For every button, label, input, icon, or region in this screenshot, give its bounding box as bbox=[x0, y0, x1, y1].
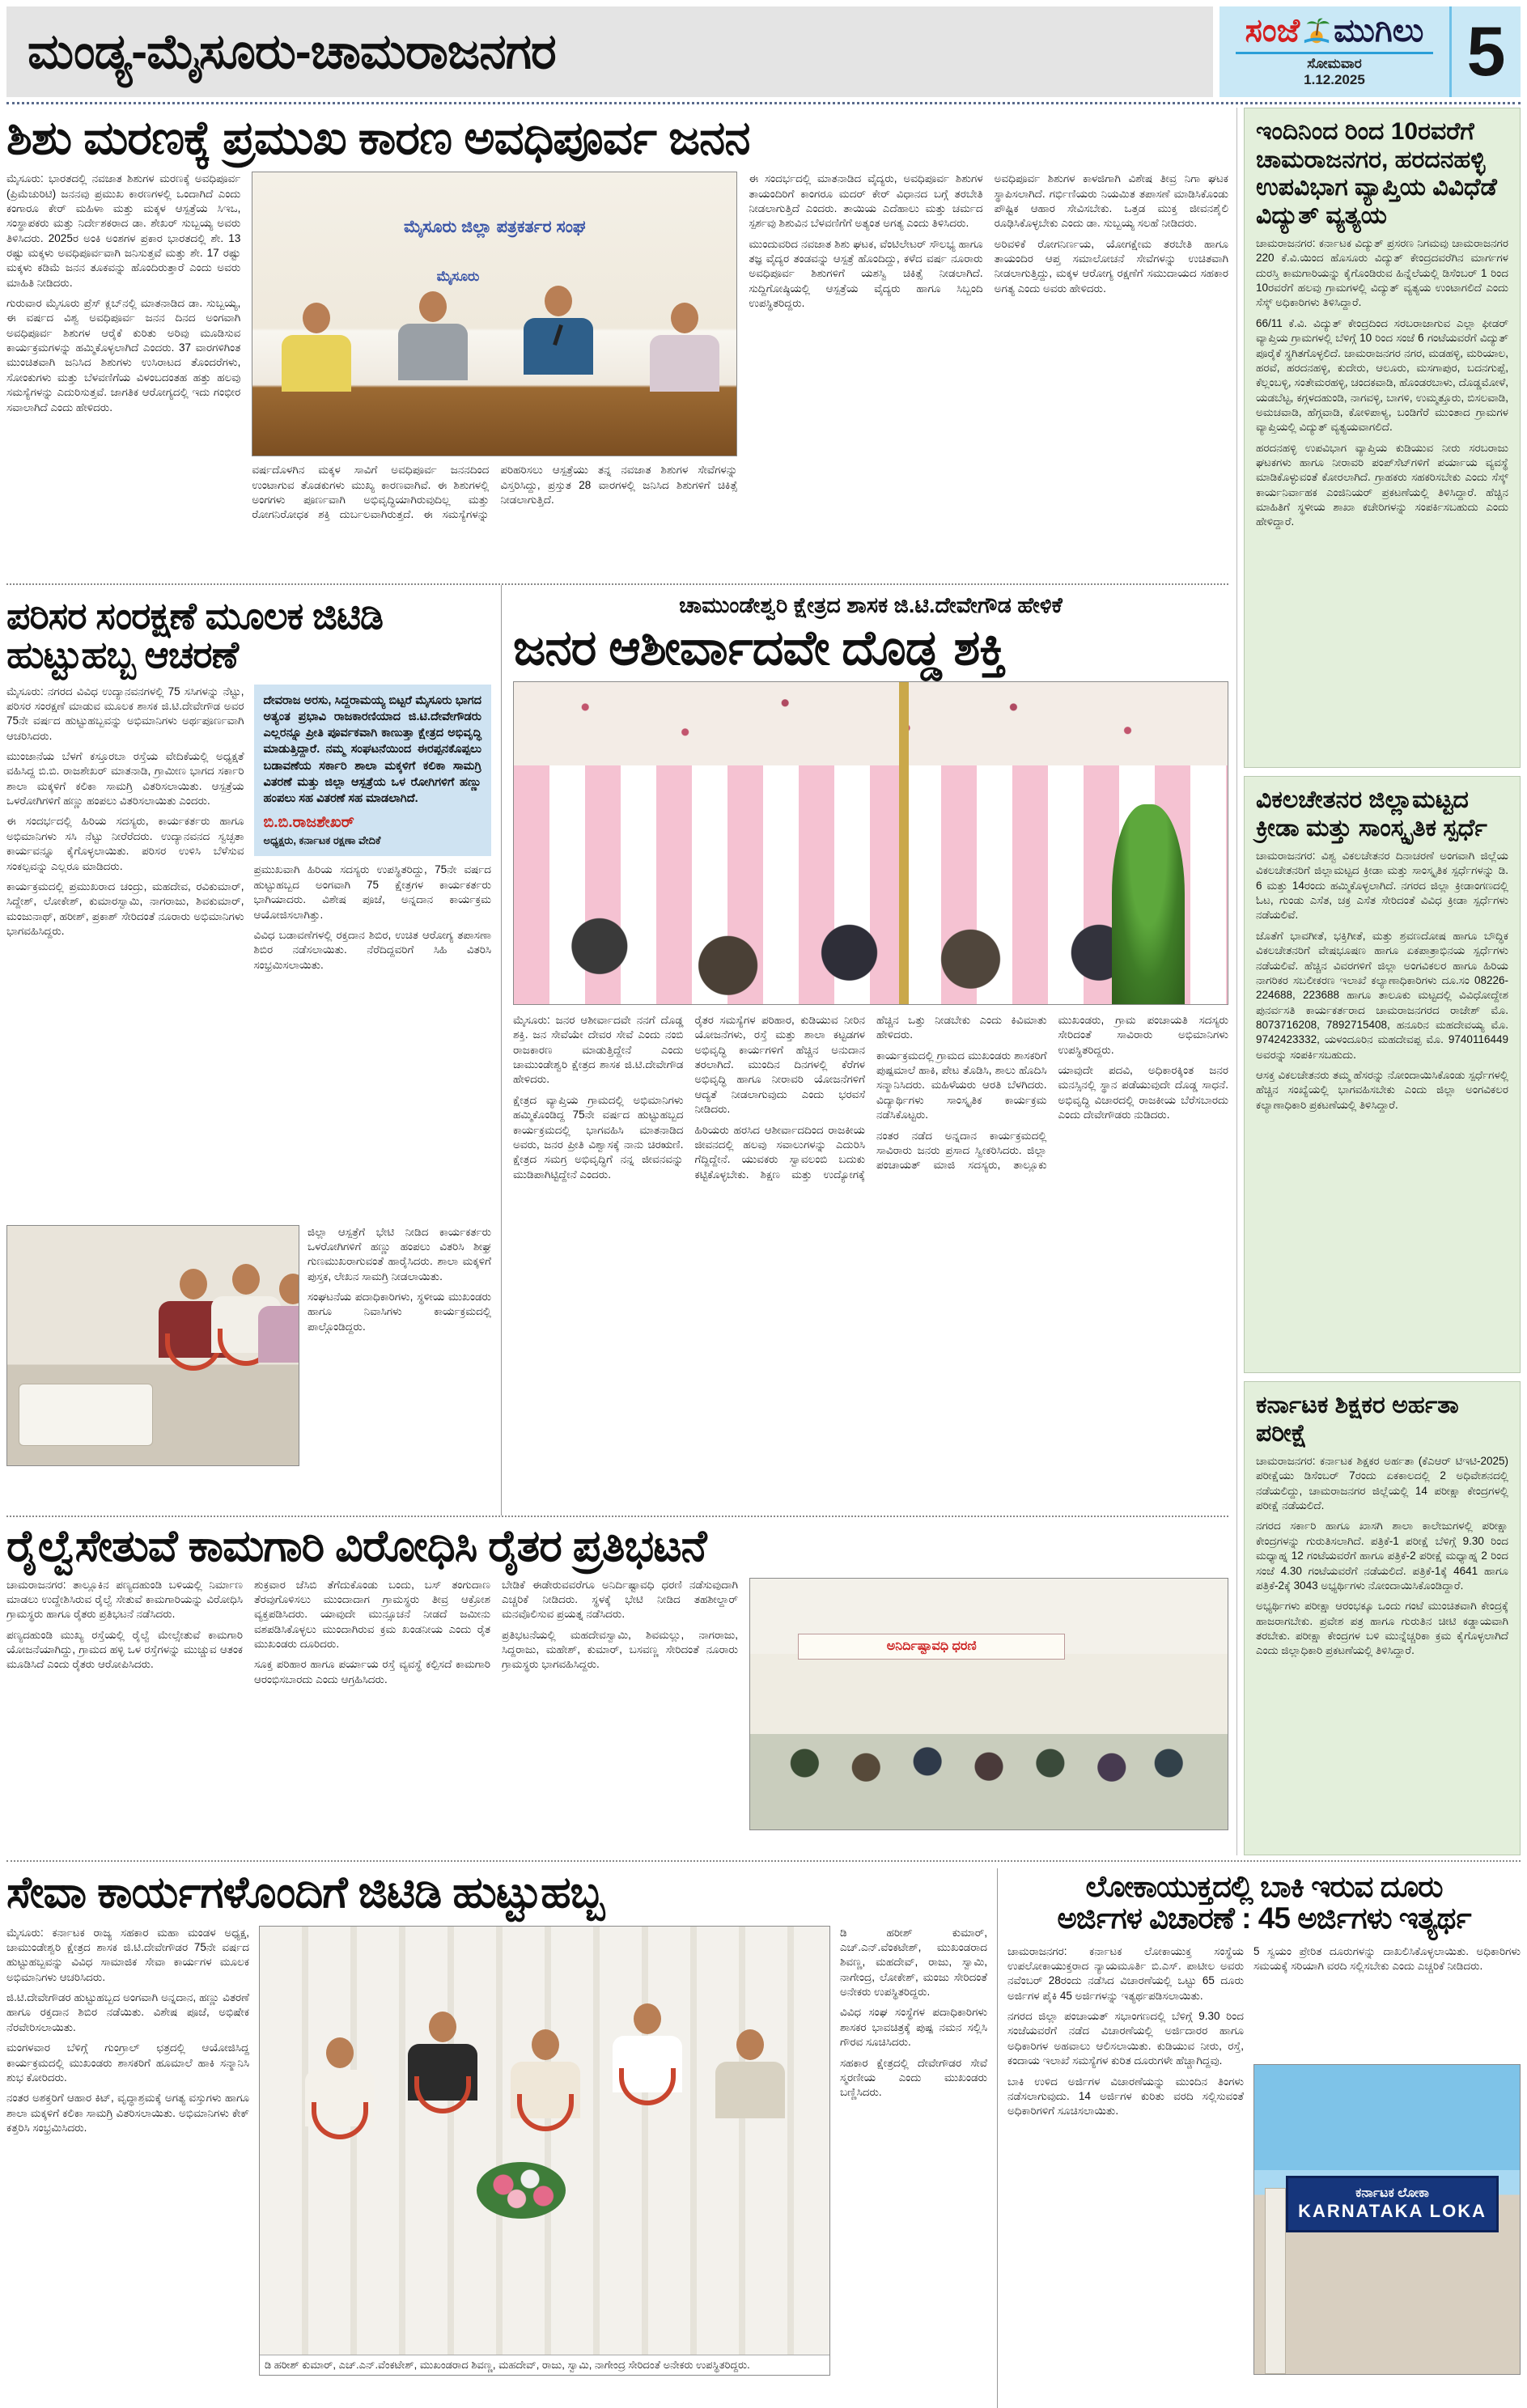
quote-author-role: ಅಧ್ಯಕ್ಷರು, ಕರ್ನಾಟಕ ರಕ್ಷಣಾ ವೇದಿಕೆ bbox=[263, 834, 381, 847]
flower-bouquet bbox=[477, 2162, 566, 2219]
honoree bbox=[511, 2029, 580, 2131]
protest-photo bbox=[749, 1578, 1228, 1830]
quote-text: ದೇವರಾಜ ಅರಸು, ಸಿದ್ದರಾಮಯ್ಯ ಬಿಟ್ಟರೆ ಮೈಸೂರು ಭಾಗದ ಅತ್ಯಂತ ಪ್ರಭಾವಿ ರಾಜಕಾರಣಿಯಾದ ಜಿ.ಟಿ.ದೇವೇಗೌಡರು ಎಲ್ಲರನ್ನೂ ಪ್ರೀತಿ ಪೂರ್ವಕವಾಗಿ ಕಾಣುತ್ತಾ ಕ್ಷೇತ್ರದ ಅಭಿವೃದ್ಧಿ ಮಾಡುತ್ತಿದ್ದಾರೆ. ನಮ್ಮ ಸಂಘಟನೆಯಿಂದ ಈರಪ್ಪನಕೊಪ್ಪಲು ಬಡಾವಣೆಯ ಸರ್ಕಾರಿ ಶಾಲಾ ಮಕ್ಕಳಿಗೆ ಕಲಿಕಾ ಸಾಮಗ್ರಿ ವಿತರಣೆ ಮತ್ತು ಜಿಲ್ಲಾ ಆಸ್ಪತ್ರೆಯ ಒಳ ರೋಗಿಗಳಿಗೆ ಹಣ್ಣು ಹಂಪಲು ಸಹ ವಿತರಣೆ ಸಹ ಮಾಡಲಾಗಿದೆ. bbox=[263, 693, 481, 806]
railway-col3: ಬೇಡಿಕೆ ಈಡೇರುವವರೆಗೂ ಅನಿರ್ದಿಷ್ಟಾವಧಿ ಧರಣಿ ನಡೆಸುವುದಾಗಿ ಎಚ್ಚರಿಕೆ ನೀಡಿದರು. ಸ್ಥಳಕ್ಕೆ ಭೇಟಿ ನೀಡಿದ ತಹಶೀಲ್ದಾರ್ ಮನವೊಲಿಸುವ ಪ್ರಯತ್ನ ನಡೆಸಿದರು. ಪ್ರತಿಭಟನೆಯಲ್ಲಿ ಮಹದೇವಸ್ವಾಮಿ, ಶಿವಮಲ್ಲು, ನಾಗರಾಜು, ಸಿದ್ದರಾಜು, ಮಹೇಶ್, ಕುಮಾರ್, ಬಸವಣ್ಣ ಸೇರಿದಂತೆ ನೂರಾರು ಗ್ರಾಮಸ್ಥರು ಭಾಗವಹಿಸಿದ್ದರು. bbox=[502, 1578, 738, 1671]
hospital-bed bbox=[19, 1384, 153, 1446]
brand-rule bbox=[1236, 52, 1433, 54]
seva-headline: ಸೇವಾ ಕಾರ್ಯಗಳೊಂದಿಗೆ ಜಿಟಿಡಿ ಹುಟ್ಟುಹಬ್ಬ bbox=[6, 1868, 604, 1917]
masthead-date: 1.12.2025 bbox=[1304, 72, 1365, 87]
article-infant-mortality bbox=[6, 108, 1228, 585]
sports-body: ಚಾಮರಾಜನಗರ: ವಿಶ್ವ ವಿಕಲಚೇತನರ ದಿನಾಚರಣೆ ಅಂಗವಾಗಿ ಜಿಲ್ಲೆಯ ವಿಕಲಚೇತನರಿಗೆ ಜಿಲ್ಲಾಮಟ್ಟದ ಕ್ರೀಡಾ ಮತ್ತು ಸಾಂಸ್ಕೃತಿಕ ಸ್ಪರ್ಧೆಗಳನ್ನು ಡಿ. 6 ಮತ್ತು 14ರಂದು ಹಮ್ಮಿಕೊಳ್ಳಲಾಗಿದೆ. ನಗರದ ಜಿಲ್ಲಾ ಕ್ರೀಡಾಂಗಣದಲ್ಲಿ ಓಟ, ಗುಂಡು ಎಸೆತ, ಚಕ್ರ ಎಸೆತ ಸೇರಿದಂತೆ ವಿವಿಧ ಕ್ರೀಡಾ ಸ್ಪರ್ಧೆಗಳು ನಡೆಯಲಿವೆ. ಜೊತೆಗೆ ಭಾವಗೀತೆ, ಭಕ್ತಿಗೀತೆ, ಮತ್ತು ಶ್ರವಣದೋಷ ಹಾಗೂ ಬೌದ್ಧಿಕ ವಿಕಲಚೇತನರಿಗೆ ವೇಷಭೂಷಣ ಹಾಗೂ ಏಕಪಾತ್ರಾಭಿನಯ ಸ್ಪರ್ಧೆಗಳು ನಡೆಯಲಿವೆ. ಹೆಚ್ಚಿನ ವಿವರಗಳಿಗೆ ಜಿಲ್ಲಾ ಅಂಗವಿಕಲರ ಹಾಗೂ ಹಿರಿಯ ನಾಗರಿಕರ ಸಬಲೀಕರಣ ಇಲಾಖೆ ಕಲ್ಯಾಣಾಧಿಕಾರಿಗಳು ದೂ.ಸಂ 08226-224688, 223688 ಹಾಗೂ ತಾಲೂಕು ಮಟ್ಟದಲ್ಲಿ ವಿವಿಧೋದ್ದೇಶ ಪುನರ್ವಸತಿ ಕಾರ್ಯಕರ್ತರಾದ ಚಾಮರಾಜನಗರದ ರಾಜೇಶ್ ಮೊ. 8073716208, 7892715408, ಹನೂರಿನ ಮಹದೇವಯ್ಯ ಮೊ. 9742423332, ಯಳಂದೂರಿನ ಮಹದೇವಪ್ಪ ಮೊ. 9740116449 ಅವರನ್ನು ಸಂಪರ್ಕಿಸಬಹುದು. ಆಸಕ್ತ ವಿಕಲಚೇತನರು ತಮ್ಮ ಹೆಸರನ್ನು ನೋಂದಾಯಿಸಿಕೊಂಡು ಸ್ಪರ್ಧೆಗಳಲ್ಲಿ ಹೆಚ್ಚಿನ ಸಂಖ್ಯೆಯಲ್ಲಿ ಭಾಗವಹಿಸಬೇಕು ಎಂದು ಜಿಲ್ಲಾ ಅಂಗವಿಕಲರ ಕಲ್ಯಾಣಾಧಿಕಾರಿ ಪ್ರಕಟಣೆಯಲ್ಲಿ ತಿಳಿಸಿದ್ದಾರೆ. bbox=[1256, 850, 1508, 1111]
lokayukta-col-right-text: 5 ಸ್ವಯಂ ಪ್ರೇರಿತ ದೂರುಗಳನ್ನು ದಾಖಲಿಸಿಕೊಳ್ಳಲಾಯಿತು. ಅಧಿಕಾರಿಗಳು ಸಮಯಕ್ಕೆ ಸರಿಯಾಗಿ ವರದಿ ಸಲ್ಲಿಸಬೇಕು ಎಂದು ಎಚ್ಚರಿಕೆ ನೀಡಿದರು. bbox=[1253, 1944, 1521, 1973]
lokayukta-sign-kannada: ಕರ್ನಾಟಕ ಲೋಕಾ bbox=[1355, 2186, 1429, 2201]
main-story-col5: ಅವಧಿಪೂರ್ವ ಶಿಶುಗಳ ಕಾಳಜಿಗಾಗಿ ವಿಶೇಷ ತೀವ್ರ ನಿಗಾ ಘಟಕ ಸ್ಥಾಪಿಸಲಾಗಿದೆ. ಗರ್ಭಿಣಿಯರು ನಿಯಮಿತ ತಪಾಸಣೆ ಮಾಡಿಸಿಕೊಂಡು ಪೌಷ್ಟಿಕ ಆಹಾರ ಸೇವಿಸಬೇಕು. ಒತ್ತಡ ಮುಕ್ತ ಜೀವನಶೈಲಿ ರೂಢಿಸಿಕೊಳ್ಳಬೇಕು ಎಂದು ಡಾ. ಸುಬ್ಬಯ್ಯ ಸಲಹೆ ನೀಡಿದರು. ಅರಿವಳಿಕೆ ರೋಗನಿರ್ಣಯ, ಯೋಗಕ್ಷೇಮ ತರಬೇತಿ ಹಾಗೂ ತಾಯಂದಿರ ಆಪ್ತ ಸಮಾಲೋಚನೆ ಸೇವೆಗಳನ್ನು ಉಚಿತವಾಗಿ ನೀಡಲಾಗುತ್ತಿದ್ದು, ಮಕ್ಕಳ ಆರೋಗ್ಯ ರಕ್ಷಣೆಗೆ ಸಮುದಾಯದ ಸಹಕಾರ ಅಗತ್ಯ ಎಂದು ಅವರು ಹೇಳಿದರು. bbox=[994, 172, 1228, 295]
railway-headline: ರೈಲ್ವೆಸೇತುವೆ ಕಾಮಗಾರಿ ವಿರೋಧಿಸಿ ರೈತರ ಪ್ರತಿಭಟನೆ bbox=[6, 1522, 706, 1571]
canopy-decoration bbox=[514, 682, 1228, 765]
canopy-pole bbox=[899, 682, 909, 1004]
janara-kicker: ಚಾಮುಂಡೇಶ್ವರಿ ಕ್ಷೇತ್ರದ ಶಾಸಕ ಜಿ.ಟಿ.ದೇವೇಗೌಡ ಹೇಳಿಕೆ bbox=[679, 593, 1063, 617]
article-lokayukta-hearing bbox=[1007, 1868, 1521, 2408]
right-rail bbox=[1236, 108, 1521, 1855]
parisara-bottom-text: ಜಿಲ್ಲಾ ಆಸ್ಪತ್ರೆಗೆ ಭೇಟಿ ನೀಡಿದ ಕಾರ್ಯಕರ್ತರು ಒಳರೋಗಿಗಳಿಗೆ ಹಣ್ಣು ಹಂಪಲು ವಿತರಿಸಿ ಶೀಘ್ರ ಗುಣಮುಖರಾಗುವಂತೆ ಹಾರೈಸಿದರು. ಶಾಲಾ ಮಕ್ಕಳಿಗೆ ಪುಸ್ತಕ, ಲೇಖನ ಸಾಮಗ್ರಿ ನೀಡಲಾಯಿತು. ಸಂಘಟನೆಯ ಪದಾಧಿಕಾರಿಗಳು, ಸ್ಥಳೀಯ ಮುಖಂಡರು ಹಾಗೂ ನಿವಾಸಿಗಳು ಕಾರ್ಯಕ್ರಮದಲ್ಲಿ ಪಾಲ್ಗೊಂಡಿದ್ದರು. bbox=[308, 1225, 491, 1333]
banana-plant bbox=[1112, 804, 1185, 1004]
janara-headline: ಜನರ ಆಶೀರ್ವಾದವೇ ದೊಡ್ಡ ಶಕ್ತಿ bbox=[513, 621, 1006, 675]
parisara-col-right: ಪ್ರಮುಖವಾಗಿ ಹಿರಿಯ ಸದಸ್ಯರು ಉಪಸ್ಥಿತರಿದ್ದು, 75ನೇ ವರ್ಷದ ಹುಟ್ಟುಹಬ್ಬದ ಅಂಗವಾಗಿ 75 ಕ್ಷೇತ್ರಗಳ ಕಾರ್ಯಕರ್ತರು ಭಾಗಿಯಾದರು. ವಿಶೇಷ ಪೂಜೆ, ಅನ್ನದಾನ ಕಾರ್ಯಕ್ರಮ ಆಯೋಜಿಸಲಾಗಿತ್ತು. ವಿವಿಧ ಬಡಾವಣೆಗಳಲ್ಲಿ ರಕ್ತದಾನ ಶಿಬಿರ, ಉಚಿತ ಆರೋಗ್ಯ ತಪಾಸಣಾ ಶಿಬಿರ ನಡೆಸಲಾಯಿತು. ನೆರೆದಿದ್ದವರಿಗೆ ಸಿಹಿ ವಿತರಿಸಿ ಸಂಭ್ರಮಿಸಲಾಯಿತು. bbox=[253, 863, 491, 971]
quote-author: ಬಿ.ಬಿ.ರಾಜಶೇಖರ್ bbox=[263, 813, 354, 831]
panelist-2 bbox=[398, 291, 468, 380]
building-pillar bbox=[1265, 2188, 1286, 2373]
railway-col1: ಚಾಮರಾಜನಗರ: ತಾಲ್ಲೂಕಿನ ಪಣ್ಯದಹುಂಡಿ ಬಳಿಯಲ್ಲಿ ನಿರ್ಮಾಣ ಮಾಡಲು ಉದ್ದೇಶಿಸಿರುವ ರೈಲ್ವೆ ಸೇತುವೆ ಕಾಮಗಾರಿಯನ್ನು ವಿರೋಧಿಸಿ ಗ್ರಾಮಸ್ಥರು ಹಾಗೂ ರೈತರು ಪ್ರತಿಭಟನೆ ನಡೆಸಿದರು. ಪಣ್ಯದಹುಂಡಿ ಮುಖ್ಯ ರಸ್ತೆಯಲ್ಲಿ ರೈಲ್ವೆ ಮೇಲ್ಸೇತುವೆ ಕಾಮಗಾರಿ ಯೋಜನೆಯಾಗಿದ್ದು, ಗ್ರಾಮದ ಹಳ್ಳಿ ಒಳ ರಸ್ತೆಗಳನ್ನು ಮುಚ್ಚುವ ಆತಂಕ ಮೂಡಿಸಿದೆ ಎಂದು ರೈತರು ಆರೋಪಿಸಿದರು. bbox=[6, 1578, 243, 1671]
header-divider bbox=[6, 102, 1521, 104]
brand-word-right: ಮುಗಿಲು bbox=[1334, 13, 1424, 49]
hospital-visit-photo bbox=[6, 1225, 299, 1466]
main-story-under-photo: ವರ್ಷದೊಳಗಿನ ಮಕ್ಕಳ ಸಾವಿಗೆ ಅವಧಿಪೂರ್ವ ಜನನದಿಂದ ಉಂಟಾಗುವ ತೊಡಕುಗಳು ಮುಖ್ಯ ಕಾರಣವಾಗಿವೆ. ಈ ಶಿಶುಗಳಲ್ಲಿ ಅಂಗಗಳು ಪೂರ್ಣವಾಗಿ ಅಭಿವೃದ್ಧಿಯಾಗಿರುವುದಿಲ್ಲ ಮತ್ತು ರೋಗನಿರೋಧಕ ಶಕ್ತಿ ದುರ್ಬಲವಾಗಿರುತ್ತದೆ. ಈ ಸಮಸ್ಯೆಗಳನ್ನು ಪರಿಹರಿಸಲು ಆಸ್ಪತ್ರೆಯು ತನ್ನ ನವಜಾತ ಶಿಶುಗಳ ಸೇವೆಗಳನ್ನು ವಿಸ್ತರಿಸಿದ್ದು, ಪ್ರಸ್ತುತ 28 ವಾರಗಳಲ್ಲಿ ಜನಿಸಿದ ಶಿಶುಗಳಿಗೆ ಚಿಕಿತ್ಸೆ ನೀಡಲಾಗುತ್ತಿದೆ. bbox=[252, 464, 738, 521]
felicitation-photo bbox=[259, 1926, 830, 2376]
article-railway-protest bbox=[6, 1517, 1228, 1842]
lokayukta-sign bbox=[1286, 2176, 1498, 2232]
seva-col1: ಮೈಸೂರು: ಕರ್ನಾಟಕ ರಾಜ್ಯ ಸಹಕಾರ ಮಹಾ ಮಂಡಳ ಅಧ್ಯಕ್ಷ, ಚಾಮುಂಡೇಶ್ವರಿ ಕ್ಷೇತ್ರದ ಶಾಸಕ ಜಿ.ಟಿ.ದೇವೇಗೌಡರ 75ನೇ ವರ್ಷದ ಹುಟ್ಟುಹಬ್ಬವನ್ನು ವಿವಿಧ ಸಾಮಾಜಿಕ ಸೇವಾ ಕಾರ್ಯಗಳ ಮೂಲಕ ಅಭಿಮಾನಿಗಳು ಆಚರಿಸಿದರು. ಜಿ.ಟಿ.ದೇವೇಗೌಡರ ಹುಟ್ಟುಹಬ್ಬದ ಅಂಗವಾಗಿ ಅನ್ನದಾನ, ಹಣ್ಣು ವಿತರಣೆ ಹಾಗೂ ರಕ್ತದಾನ ಶಿಬಿರ ನಡೆಯಿತು. ವಿಶೇಷ ಪೂಜೆ, ಅಭಿಷೇಕ ನೆರವೇರಿಸಲಾಯಿತು. ಮಂಗಳವಾರ ಬೆಳಿಗ್ಗೆ ಗುಂಗ್ರಾಲ್ ಛತ್ರದಲ್ಲಿ ಆಯೋಜಿಸಿದ್ದ ಕಾರ್ಯಕ್ರಮದಲ್ಲಿ ಮುಖಂಡರು ಶಾಸಕರಿಗೆ ಹೂಮಾಲೆ ಹಾಕಿ ಸನ್ಮಾನಿಸಿ ಶುಭ ಕೋರಿದರು. ನಂತರ ಅಶಕ್ತರಿಗೆ ಆಹಾರ ಕಿಟ್, ವೃದ್ಧಾಶ್ರಮಕ್ಕೆ ಅಗತ್ಯ ವಸ್ತುಗಳು ಹಾಗೂ ಶಾಲಾ ಮಕ್ಕಳಿಗೆ ಕಲಿಕಾ ಸಾಮಗ್ರಿ ವಿತರಿಸಲಾಯಿತು. ಅಭಿಮಾನಿಗಳು ಕೇಕ್ ಕತ್ತರಿಸಿ ಸಂಭ್ರಮಿಸಿದರು. bbox=[6, 1926, 249, 2134]
guest-5 bbox=[715, 2029, 785, 2118]
main-story-col1: ಮೈಸೂರು: ಭಾರತದಲ್ಲಿ ನವಜಾತ ಶಿಶುಗಳ ಮರಣಕ್ಕೆ ಅವಧಿಪೂರ್ವ (ಪ್ರಿಮೆಚುರಿಟಿ) ಜನನವು ಪ್ರಮುಖ ಕಾರಣಗಳಲ್ಲಿ ಒಂದಾಗಿದೆ ಎಂದು ಕಂಗಾರೂ ಕೇರ್ ಮಹಿಳಾ ಮತ್ತು ಮಕ್ಕಳ ಆಸ್ಪತ್ರೆಯ ಸಿಇಒ, ಸಂಸ್ಥಾಪಕರು ಮತ್ತು ನಿರ್ದೇಶಕರಾದ ಡಾ. ಶೇಖರ್ ಸುಬ್ಬಯ್ಯ ಅವರು ತಿಳಿಸಿದರು. 2025ರ ಅಂಕಿ ಅಂಶಗಳ ಪ್ರಕಾರ ಭಾರತದಲ್ಲಿ ಶೇ. 13 ರಷ್ಟು ಮಕ್ಕಳು ಅವಧಿಪೂರ್ವವಾಗಿ ಜನಿಸುತ್ತವೆ ಮತ್ತು ಶೇ. 17 ರಷ್ಟು ಮಕ್ಕಳು ಕಡಿಮೆ ಜನನ ತೂಕವನ್ನು ಹೊಂದಿರುತ್ತಾರೆ ಎಂದು ಅವರು ಮಾಹಿತಿ ನೀಡಿದರು. ಗುರುವಾರ ಮೈಸೂರು ಪ್ರೆಸ್ ಕ್ಲಬ್‌ನಲ್ಲಿ ಮಾತನಾಡಿದ ಡಾ. ಸುಬ್ಬಯ್ಯ, ಈ ವರ್ಷದ ವಿಶ್ವ ಅವಧಿಪೂರ್ವ ಜನನ ದಿನದ ಅಂಗವಾಗಿ ಅವಧಿಪೂರ್ವ ಶಿಶುಗಳ ಆರೈಕೆ ಕುರಿತು ಅರಿವು ಮೂಡಿಸುವ ಕಾರ್ಯಕ್ರಮಗಳನ್ನು ಹಮ್ಮಿಕೊಳ್ಳಲಾಗಿದೆ ಎಂದರು. 37 ವಾರಗಳಿಗಿಂತ ಮುಂಚಿತವಾಗಿ ಜನಿಸಿದ ಶಿಶುಗಳು ಉಸಿರಾಟದ ತೊಂದರೆಗಳು, ಸೋಂಕುಗಳು ಮತ್ತು ಬೆಳವಣಿಗೆಯ ವಿಳಂಬದಂತಹ ಹತ್ತು ಹಲವು ಸಮಸ್ಯೆಗಳನ್ನು ಎದುರಿಸುತ್ತವೆ. ಜಾಗತಿಕ ಆರೋಗ್ಯದಲ್ಲಿ ಇದು ಗಂಭೀರ ಸವಾಲಾಗಿದೆ ಎಂದು ಹೇಳಿದರು. bbox=[6, 172, 241, 413]
guest-4 bbox=[613, 2003, 682, 2105]
brand-block bbox=[1219, 6, 1449, 97]
article-service-birthday bbox=[6, 1868, 987, 2408]
speaker-with-mic bbox=[524, 286, 593, 375]
lokayukta-sign-english: KARNATAKA LOKA bbox=[1298, 2201, 1487, 2222]
press-banner-city: ಮೈಸೂರು bbox=[436, 269, 480, 285]
page-header bbox=[6, 6, 1521, 97]
panelist-4 bbox=[650, 303, 719, 392]
power-headline: ಇಂದಿನಿಂದ ರಿಂದ 10ರವರೆಗೆ ಚಾಮರಾಜನಗರ, ಹರದನಹಳ್ಳಿ ಉಪವಿಭಾಗ ವ್ಯಾಪ್ತಿಯ ವಿವಿಧೆಡೆ ವಿದ್ಯುತ್ ವ್ಯತ್ಯಯ bbox=[1256, 118, 1497, 229]
protest-banner-text: ಅನಿರ್ದಿಷ್ಟಾವಧಿ ಧರಣಿ bbox=[798, 1634, 1065, 1660]
bottom-divider bbox=[997, 1868, 998, 2408]
lokayukta-headline-line2: ಅರ್ಜಿಗಳ ವಿಚಾರಣೆ : 45 ಅರ್ಜಿಗಳು ಇತ್ಯರ್ಥ bbox=[1057, 1901, 1471, 1935]
parisara-headline: ಪರಿಸರ ಸಂರಕ್ಷಣೆ ಮೂಲಕ ಜಿಟಿಡಿ ಹುಟ್ಟುಹಬ್ಬ ಆಚರಣೆ bbox=[6, 595, 383, 676]
press-conference-photo bbox=[252, 172, 737, 456]
felicitation-caption: ಡಿ ಹರೀಶ್ ಕುಮಾರ್, ಎಚ್.ಎನ್.ವೆಂಕಟೇಶ್, ಮುಖಂಡರಾದ ಶಿವಣ್ಣ, ಮಹದೇವ್, ರಾಜು, ಸ್ವಾಮಿ, ನಾಗೇಂದ್ರ ಸೇರಿದಂತೆ ಅನೇಕರು ಉಪಸ್ಥಿತರಿದ್ದರು. bbox=[260, 2355, 829, 2375]
tet-headline: ಕರ್ನಾಟಕ ಶಿಕ್ಷಕರ ಅರ್ಹತಾ ಪರೀಕ್ಷೆ bbox=[1256, 1392, 1459, 1447]
quote-box bbox=[254, 685, 492, 857]
seva-col3: ಡಿ ಹರೀಶ್ ಕುಮಾರ್, ಎಚ್.ಎನ್.ವೆಂಕಟೇಶ್, ಮುಖಂಡರಾದ ಶಿವಣ್ಣ, ಮಹದೇವ್, ರಾಜು, ಸ್ವಾಮಿ, ನಾಗೇಂದ್ರ, ಲೋಕೇಶ್, ಮಂಜು ಸೇರಿದಂತೆ ಅನೇಕರು ಉಪಸ್ಥಿತರಿದ್ದರು. ವಿವಿಧ ಸಂಘ ಸಂಸ್ಥೆಗಳ ಪದಾಧಿಕಾರಿಗಳು ಶಾಸಕರ ಭಾವಚಿತ್ರಕ್ಕೆ ಪುಷ್ಪ ನಮನ ಸಲ್ಲಿಸಿ ಗೌರವ ಸೂಚಿಸಿದರು. ಸಹಕಾರ ಕ್ಷೇತ್ರದಲ್ಲಿ ದೇವೇಗೌಡರ ಸೇವೆ ಸ್ಮರಣೀಯ ಎಂದು ಮುಖಂಡರು ಬಣ್ಣಿಸಿದರು. bbox=[840, 1926, 987, 2099]
visitor-3 bbox=[258, 1274, 299, 1363]
press-banner-text: ಮೈಸೂರು ಜಿಲ್ಲಾ ಪತ್ರಕರ್ತರ ಸಂಘ bbox=[403, 218, 586, 237]
lokayukta-headline bbox=[1007, 1872, 1521, 1935]
tet-body: ಚಾಮರಾಜನಗರ: ಕರ್ನಾಟಕ ಶಿಕ್ಷಕರ ಅರ್ಹತಾ (ಕೆಎಆರ್ ಟಿಇಟಿ-2025) ಪರೀಕ್ಷೆಯು ಡಿಸೆಂಬರ್ 7ರಂದು ಏಕಕಾಲದಲ್ಲಿ 2 ಅಧಿವೇಶನದಲ್ಲಿ ನಡೆಯಲಿದ್ದು, ಚಾಮರಾಜನಗರ ಜಿಲ್ಲೆಯಲ್ಲಿ 14 ಪರೀಕ್ಷಾ ಕೇಂದ್ರಗಳಲ್ಲಿ ಪರೀಕ್ಷೆ ನಡೆಯಲಿದೆ. ನಗರದ ಸರ್ಕಾರಿ ಹಾಗೂ ಖಾಸಗಿ ಶಾಲಾ ಕಾಲೇಜುಗಳಲ್ಲಿ ಪರೀಕ್ಷಾ ಕೇಂದ್ರಗಳನ್ನು ಗುರುತಿಸಲಾಗಿದೆ. ಪತ್ರಿಕೆ-1 ಪರೀಕ್ಷೆ ಬೆಳಿಗ್ಗೆ 9.30 ರಿಂದ ಮಧ್ಯಾಹ್ನ 12 ಗಂಟೆಯವರೆಗೆ ಹಾಗೂ ಪತ್ರಿಕೆ-2 ಪರೀಕ್ಷೆ ಮಧ್ಯಾಹ್ನ 2 ರಿಂದ ಸಂಜೆ 4.30 ಗಂಟೆಯವರೆಗೆ ನಡೆಯಲಿದೆ. ಪತ್ರಿಕೆ-1ಕ್ಕೆ 4641 ಹಾಗೂ ಪತ್ರಿಕೆ-2ಕ್ಕೆ 3043 ಅಭ್ಯರ್ಥಿಗಳು ನೋಂದಾಯಿಸಿಕೊಂಡಿದ್ದಾರೆ. ಅಭ್ಯರ್ಥಿಗಳು ಪರೀಕ್ಷಾ ಆರಂಭಕ್ಕೂ ಒಂದು ಗಂಟೆ ಮುಂಚಿತವಾಗಿ ಕೇಂದ್ರಕ್ಕೆ ಹಾಜರಾಗಬೇಕು. ಪ್ರವೇಶ ಪತ್ರ ಹಾಗೂ ಗುರುತಿನ ಚೀಟಿ ಕಡ್ಡಾಯವಾಗಿ ತರಬೇಕು. ಪರೀಕ್ಷಾ ಕೇಂದ್ರಗಳ ಬಳಿ ಮುನ್ನೆಚ್ಚರಿಕಾ ಕ್ರಮ ಕೈಗೊಳ್ಳಲಾಗಿದೆ ಎಂದು ಜಿಲ್ಲಾಧಿಕಾರಿ ಪ್ರಕಟಣೆಯಲ್ಲಿ ತಿಳಿಸಿದ್ದಾರೆ. bbox=[1256, 1455, 1508, 1657]
article-power-outage bbox=[1244, 108, 1521, 768]
guest-2 bbox=[408, 2012, 477, 2113]
region-bar bbox=[6, 6, 1213, 97]
power-body: ಚಾಮರಾಜನಗರ: ಕರ್ನಾಟಕ ವಿದ್ಯುತ್ ಪ್ರಸರಣ ನಿಗಮವು ಚಾಮರಾಜನಗರ 220 ಕೆ.ವಿ.ಯಿಂದ ಹೊಸೂರು ವಿದ್ಯುತ್ ಕೇಂದ್ರದವರೆಗಿನ ಮಾರ್ಗಗಳ ದುರಸ್ತಿ ಕಾಮಗಾರಿಯನ್ನು ಕೈಗೊಂಡಿರುವ ಹಿನ್ನೆಲೆಯಲ್ಲಿ ಡಿಸೆಂಬರ್ 1 ರಿಂದ 10ರವರೆಗೆ ಹಲವು ಗ್ರಾಮಗಳಲ್ಲಿ ವಿದ್ಯುತ್ ವ್ಯತ್ಯಯ ಉಂಟಾಗಲಿದೆ ಎಂದು ಸೆಸ್ಕ್ ಅಧಿಕಾರಿಗಳು ತಿಳಿಸಿದ್ದಾರೆ. 66/11 ಕೆ.ವಿ. ವಿದ್ಯುತ್ ಕೇಂದ್ರದಿಂದ ಸರಬರಾಜಾಗುವ ಎಲ್ಲಾ ಫೀಡರ್ ವ್ಯಾಪ್ತಿಯ ಗ್ರಾಮಗಳಲ್ಲಿ ಬೆಳಿಗ್ಗೆ 10 ರಿಂದ ಸಂಜೆ 6 ಗಂಟೆಯವರೆಗೆ ವಿದ್ಯುತ್ ಪೂರೈಕೆ ಸ್ಥಗಿತಗೊಳ್ಳಲಿದೆ. ಚಾಮರಾಜನಗರ ನಗರ, ಮಡಹಳ್ಳಿ, ಮರಿಯಾಲ, ಹರವೆ, ಹರದನಹಳ್ಳಿ, ಕುದೇರು, ಆಲೂರು, ಮಸಗಾಪುರ, ಬದನಗುಪ್ಪೆ, ಕೆಲ್ಲಂಬಳ್ಳಿ, ಸಂತೇಮರಹಳ್ಳಿ, ಚಂದಕವಾಡಿ, ಹೊಂಡರಬಾಳು, ದೊಡ್ಡಮೋಳೆ, ಯಡಬೆಟ್ಟ, ಕಗ್ಗಳದಹುಂಡಿ, ನಾಗವಳ್ಳಿ, ಬಾಗಳಿ, ಉಮ್ಮತ್ತೂರು, ಬಿಸಲವಾಡಿ, ಅಮಚವಾಡಿ, ಹೆಗ್ಗವಾಡಿ, ಕೋಳಿಪಾಳ್ಯ, ಬಂಡಿಗೆರೆ ಮುಂತಾದ ಗ್ರಾಮಗಳ ವ್ಯಾಪ್ತಿಯಲ್ಲಿ ವಿದ್ಯುತ್ ವ್ಯತ್ಯಯವಾಗಲಿದೆ. ಹರದನಹಳ್ಳಿ ಉಪವಿಭಾಗ ವ್ಯಾಪ್ತಿಯ ಕುಡಿಯುವ ನೀರು ಸರಬರಾಜು ಘಟಕಗಳು ಹಾಗೂ ನೀರಾವರಿ ಪಂಪ್‌ಸೆಟ್‌ಗಳಿಗೆ ಪರ್ಯಾಯ ವ್ಯವಸ್ಥೆ ಮಾಡಿಕೊಳ್ಳುವಂತೆ ಕೋರಲಾಗಿದೆ. ಗ್ರಾಹಕರು ಸಹಕರಿಸಬೇಕು ಎಂದು ಸೆಸ್ಕ್ ಕಾರ್ಯನಿರ್ವಾಹಕ ಎಂಜಿನಿಯರ್ ಪ್ರಕಟಣೆಯಲ್ಲಿ ತಿಳಿಸಿದ್ದಾರೆ. ಹೆಚ್ಚಿನ ಮಾಹಿತಿಗೆ ಸ್ಥಳೀಯ ಶಾಖಾ ಕಚೇರಿಗಳನ್ನು ಸಂಪರ್ಕಿಸಬಹುದು ಎಂದು ಹೇಳಿದ್ದಾರೆ. bbox=[1256, 237, 1508, 528]
masthead bbox=[1219, 6, 1521, 97]
janara-body: ಮೈಸೂರು: ಜನರ ಆಶೀರ್ವಾದವೇ ನನಗೆ ದೊಡ್ಡ ಶಕ್ತಿ. ಜನ ಸೇವೆಯೇ ದೇವರ ಸೇವೆ ಎಂದು ನಂಬಿ ರಾಜಕಾರಣ ಮಾಡುತ್ತಿದ್ದೇನೆ ಎಂದು ಚಾಮುಂಡೇಶ್ವರಿ ಕ್ಷೇತ್ರದ ಶಾಸಕ ಜಿ.ಟಿ.ದೇವೇಗೌಡ ಹೇಳಿದರು. ಕ್ಷೇತ್ರದ ವ್ಯಾಪ್ತಿಯ ಗ್ರಾಮದಲ್ಲಿ ಅಭಿಮಾನಿಗಳು ಹಮ್ಮಿಕೊಂಡಿದ್ದ 75ನೇ ವರ್ಷದ ಹುಟ್ಟುಹಬ್ಬದ ಕಾರ್ಯಕ್ರಮದಲ್ಲಿ ಭಾಗವಹಿಸಿ ಮಾತನಾಡಿದ ಅವರು, ಜನರ ಪ್ರೀತಿ ವಿಶ್ವಾಸಕ್ಕೆ ನಾನು ಚಿರಋಣಿ. ಕ್ಷೇತ್ರದ ಸಮಗ್ರ ಅಭಿವೃದ್ಧಿಗೆ ನನ್ನ ಜೀವನವನ್ನು ಮುಡಿಪಾಗಿಟ್ಟಿದ್ದೇನೆ ಎಂದರು. ರೈತರ ಸಮಸ್ಯೆಗಳ ಪರಿಹಾರ, ಕುಡಿಯುವ ನೀರಿನ ಯೋಜನೆಗಳು, ರಸ್ತೆ ಮತ್ತು ಶಾಲಾ ಕಟ್ಟಡಗಳ ಅಭಿವೃದ್ಧಿ ಕಾರ್ಯಗಳಿಗೆ ಹೆಚ್ಚಿನ ಅನುದಾನ ತರಲಾಗಿದೆ. ಮುಂದಿನ ದಿನಗಳಲ್ಲಿ ಕೆರೆಗಳ ಅಭಿವೃದ್ಧಿ ಹಾಗೂ ನೀರಾವರಿ ಯೋಜನೆಗಳಿಗೆ ಆದ್ಯತೆ ನೀಡಲಾಗುವುದು ಎಂದು ಭರವಸೆ ನೀಡಿದರು. ಹಿರಿಯರು ಹರಸಿದ ಆಶೀರ್ವಾದದಿಂದ ರಾಜಕೀಯ ಜೀವನದಲ್ಲಿ ಹಲವು ಸವಾಲುಗಳನ್ನು ಎದುರಿಸಿ ಗೆದ್ದಿದ್ದೇನೆ. ಯುವಕರು ಸ್ವಾವಲಂಬಿ ಬದುಕು ಕಟ್ಟಿಕೊಳ್ಳಬೇಕು. ಶಿಕ್ಷಣ ಮತ್ತು ಉದ್ಯೋಗಕ್ಕೆ ಹೆಚ್ಚಿನ ಒತ್ತು ನೀಡಬೇಕು ಎಂದು ಕಿವಿಮಾತು ಹೇಳಿದರು. ಕಾರ್ಯಕ್ರಮದಲ್ಲಿ ಗ್ರಾಮದ ಮುಖಂಡರು ಶಾಸಕರಿಗೆ ಪುಷ್ಪಮಾಲೆ ಹಾಕಿ, ಪೇಟ ತೊಡಿಸಿ, ಶಾಲು ಹೊದಿಸಿ ಸನ್ಮಾನಿಸಿದರು. ಮಹಿಳೆಯರು ಆರತಿ ಬೆಳಗಿದರು. ವಿದ್ಯಾರ್ಥಿಗಳು ಸಾಂಸ್ಕೃತಿಕ ಕಾರ್ಯಕ್ರಮ ನಡೆಸಿಕೊಟ್ಟರು. ನಂತರ ನಡೆದ ಅನ್ನದಾನ ಕಾರ್ಯಕ್ರಮದಲ್ಲಿ ಸಾವಿರಾರು ಜನರು ಪ್ರಸಾದ ಸ್ವೀಕರಿಸಿದರು. ಜಿಲ್ಲಾ ಪಂಚಾಯತ್ ಮಾಜಿ ಸದಸ್ಯರು, ತಾಲ್ಲೂಕು ಮುಖಂಡರು, ಗ್ರಾಮ ಪಂಚಾಯತಿ ಸದಸ್ಯರು ಸೇರಿದಂತೆ ಸಾವಿರಾರು ಅಭಿಮಾನಿಗಳು ಉಪಸ್ಥಿತರಿದ್ದರು. ಯಾವುದೇ ಪದವಿ, ಅಧಿಕಾರಕ್ಕಿಂತ ಜನರ ಮನಸ್ಸಿನಲ್ಲಿ ಸ್ಥಾನ ಪಡೆಯುವುದೇ ದೊಡ್ಡ ಸಾಧನೆ. ಅಭಿವೃದ್ಧಿ ವಿಚಾರದಲ್ಲಿ ರಾಜಕೀಯ ಬೆರೆಸಬಾರದು ಎಂದು ದೇವೇಗೌಡರು ನುಡಿದರು. bbox=[513, 1014, 1228, 1181]
article-peoples-blessing bbox=[513, 585, 1228, 1516]
lokayukta-building-photo bbox=[1253, 2064, 1521, 2375]
sports-headline: ವಿಕಲಚೇತನರ ಜಿಲ್ಲಾಮಟ್ಟದ ಕ್ರೀಡಾ ಮತ್ತು ಸಾಂಸ್ಕೃತಿಕ ಸ್ಪರ್ಧೆ bbox=[1256, 786, 1487, 842]
page-number: 5 bbox=[1449, 6, 1521, 97]
felicitation-people bbox=[260, 1927, 829, 2355]
main-story-col4: ಈ ಸಂದರ್ಭದಲ್ಲಿ ಮಾತನಾಡಿದ ವೈದ್ಯರು, ಅವಧಿಪೂರ್ವ ಶಿಶುಗಳ ತಾಯಂದಿರಿಗೆ ಕಾಂಗರೂ ಮದರ್ ಕೇರ್ ವಿಧಾನದ ಬಗ್ಗೆ ತರಬೇತಿ ನೀಡಲಾಗುತ್ತಿದೆ ಎಂದರು. ತಾಯಿಯ ಎದೆಹಾಲು ಮತ್ತು ಚರ್ಮದ ಸ್ಪರ್ಶವು ಶಿಶುವಿನ ಬೆಳವಣಿಗೆಗೆ ಅತ್ಯಂತ ಅಗತ್ಯ ಎಂದು ತಿಳಿಸಿದರು. ಮುಂದುವರಿದ ನವಜಾತ ಶಿಶು ಘಟಕ, ವೆಂಟಿಲೇಟರ್ ಸೌಲಭ್ಯ ಹಾಗೂ ತಜ್ಞ ವೈದ್ಯರ ತಂಡವನ್ನು ಆಸ್ಪತ್ರೆ ಹೊಂದಿದ್ದು, ಕಳೆದ ವರ್ಷ ನೂರಾರು ಅವಧಿಪೂರ್ವ ಶಿಶುಗಳಿಗೆ ಯಶಸ್ವಿ ಚಿಕಿತ್ಸೆ ನೀಡಲಾಗಿದೆ. ಸುದ್ದಿಗೋಷ್ಠಿಯಲ್ಲಿ ಆಸ್ಪತ್ರೆಯ ವೈದ್ಯರು ಹಾಗೂ ಸಿಬ್ಬಂದಿ ಉಪಸ್ಥಿತರಿದ್ದರು. bbox=[749, 172, 983, 310]
article-environment-birthday bbox=[6, 585, 502, 1516]
lokayukta-col-left: ಚಾಮರಾಜನಗರ: ಕರ್ನಾಟಕ ಲೋಕಾಯುಕ್ತ ಸಂಸ್ಥೆಯ ಉಪಲೋಕಾಯುಕ್ತರಾದ ನ್ಯಾಯಮೂರ್ತಿ ಬಿ.ಎಸ್. ಪಾಟೀಲ ಅವರು ನವೆಂಬರ್ 28ರಂದು ನಡೆಸಿದ ವಿಚಾರಣೆಯಲ್ಲಿ ಒಟ್ಟು 65 ದೂರು ಅರ್ಜಿಗಳ ಪೈಕಿ 45 ಅರ್ಜಿಗಳನ್ನು ಇತ್ಯರ್ಥಪಡಿಸಲಾಯಿತು. ನಗರದ ಜಿಲ್ಲಾ ಪಂಚಾಯತ್ ಸಭಾಂಗಣದಲ್ಲಿ ಬೆಳಿಗ್ಗೆ 9.30 ರಿಂದ ಸಂಜೆಯವರೆಗೆ ನಡೆದ ವಿಚಾರಣೆಯಲ್ಲಿ ಅರ್ಜಿದಾರರ ಹಾಗೂ ಅಧಿಕಾರಿಗಳ ಅಹವಾಲು ಆಲಿಸಲಾಯಿತು. ಕುಡಿಯುವ ನೀರು, ರಸ್ತೆ, ಕಂದಾಯ ಇಲಾಖೆ ಸಮಸ್ಯೆಗಳ ಕುರಿತ ದೂರುಗಳೇ ಹೆಚ್ಚಾಗಿದ್ದವು. ಬಾಕಿ ಉಳಿದ ಅರ್ಜಿಗಳ ವಿಚಾರಣೆಯನ್ನು ಮುಂದಿನ ತಿಂಗಳು ನಡೆಸಲಾಗುವುದು. 14 ಅರ್ಜಿಗಳ ಕುರಿತು ವರದಿ ಸಲ್ಲಿಸುವಂತೆ ಅಧಿಕಾರಿಗಳಿಗೆ ಸೂಚಿಸಲಾಯಿತು. bbox=[1007, 1944, 1244, 2118]
palm-sun-logo-icon bbox=[1301, 17, 1332, 46]
guest-1 bbox=[305, 2037, 375, 2139]
article-disabled-sports bbox=[1244, 776, 1521, 1373]
panelist-1 bbox=[282, 303, 351, 392]
brand-word-left: ಸಂಜೆ bbox=[1245, 13, 1300, 49]
masthead-day: ಸೋಮವಾರ bbox=[1307, 56, 1362, 71]
seated-protesters bbox=[770, 1729, 1209, 1814]
region-title: ಮಂಡ್ಯ-ಮೈಸೂರು-ಚಾಮರಾಜನಗರ bbox=[28, 24, 556, 78]
birthday-gathering-photo bbox=[513, 681, 1228, 1005]
railway-col2: ಶುಕ್ರವಾರ ಜೆಸಿಬಿ ತೆಗೆದುಕೊಂಡು ಬಂದು, ಬಸ್ ತಂಗುದಾಣ ತೆರವುಗೊಳಿಸಲು ಮುಂದಾದಾಗ ಗ್ರಾಮಸ್ಥರು ತೀವ್ರ ಆಕ್ರೋಶ ವ್ಯಕ್ತಪಡಿಸಿದರು. ಯಾವುದೇ ಮುನ್ಸೂಚನೆ ನೀಡದೆ ಜಮೀನು ವಶಪಡಿಸಿಕೊಳ್ಳಲು ಮುಂದಾಗಿರುವ ಕ್ರಮ ಖಂಡನೀಯ ಎಂದು ರೈತ ಮುಖಂಡರು ದೂರಿದರು. ಸೂಕ್ತ ಪರಿಹಾರ ಹಾಗೂ ಪರ್ಯಾಯ ರಸ್ತೆ ವ್ಯವಸ್ಥೆ ಕಲ್ಪಿಸದೆ ಕಾಮಗಾರಿ ಆರಂಭಿಸಬಾರದು ಎಂದು ಆಗ್ರಹಿಸಿದರು. bbox=[254, 1578, 490, 1685]
main-headline: ಶಿಶು ಮರಣಕ್ಕೆ ಪ್ರಮುಖ ಕಾರಣ ಅವಧಿಪೂರ್ವ ಜನನ bbox=[6, 112, 750, 164]
article-teacher-eligibility-test bbox=[1244, 1381, 1521, 1855]
lokayukta-headline-line1: ಲೋಕಾಯುಕ್ತದಲ್ಲಿ ಬಾಕಿ ಇರುವ ದೂರು bbox=[1085, 1870, 1443, 1903]
brand-line bbox=[1219, 13, 1449, 49]
parisara-col-left: ಮೈಸೂರು: ನಗರದ ವಿವಿಧ ಉದ್ಯಾನವನಗಳಲ್ಲಿ 75 ಸಸಿಗಳನ್ನು ನೆಟ್ಟು, ಪರಿಸರ ಸಂರಕ್ಷಣೆ ಮಾಡುವ ಮೂಲಕ ಶಾಸಕ ಜಿ.ಟಿ.ದೇವೇಗೌಡ ಅವರ 75ನೇ ವರ್ಷದ ಹುಟ್ಟುಹಬ್ಬವನ್ನು ಅಭಿಮಾನಿಗಳು ಅರ್ಥಪೂರ್ಣವಾಗಿ ಆಚರಿಸಿದರು. ಮುಂಜಾನೆಯ ಬೆಳಗೆ ಕಸ್ತೂರಬಾ ರಸ್ತೆಯ ವೇದಿಕೆಯಲ್ಲಿ ಅಧ್ಯಕ್ಷತೆ ವಹಿಸಿದ್ದ ಬಿ.ಬಿ. ರಾಜಶೇಖರ್ ಮಾತನಾಡಿ, ಗ್ರಾಮೀಣ ಭಾಗದ ಸರ್ಕಾರಿ ಶಾಲಾ ಮಕ್ಕಳಿಗೆ ಕಲಿಕಾ ಸಾಮಗ್ರಿ ವಿತರಿಸಲಾಯಿತು. ಆಸ್ಪತ್ರೆಯ ಒಳರೋಗಿಗಳಿಗೆ ಹಣ್ಣು ಹಂಪಲು ವಿತರಿಸಲಾಯಿತು ಎಂದರು. ಈ ಸಂದರ್ಭದಲ್ಲಿ ಹಿರಿಯ ಸದಸ್ಯರು, ಕಾರ್ಯಕರ್ತರು ಹಾಗೂ ಅಭಿಮಾನಿಗಳು ಸಸಿ ನೆಟ್ಟು ನೀರೆರೆದರು. ಉದ್ಯಾನವನದ ಸ್ವಚ್ಛತಾ ಕಾರ್ಯವನ್ನೂ ಕೈಗೊಳ್ಳಲಾಯಿತು. ಪರಿಸರ ಉಳಿಸಿ ಬೆಳೆಸುವ ಸಂಕಲ್ಪವನ್ನು ಎಲ್ಲರೂ ಮಾಡಿದರು. ಕಾರ್ಯಕ್ರಮದಲ್ಲಿ ಪ್ರಮುಖರಾದ ಚಂದ್ರು, ಮಹದೇವ, ರವಿಕುಮಾರ್, ಸಿದ್ದೇಶ್, ಲೋಕೇಶ್, ಕುಮಾರಸ್ವಾಮಿ, ನಾಗರಾಜು, ಶಿವಕುಮಾರ್, ಮಂಜುನಾಥ್, ಹರೀಶ್, ಪ್ರಕಾಶ್ ಸೇರಿದಂತೆ ನೂರಾರು ಅಭಿಮಾನಿಗಳು ಭಾಗವಹಿಸಿದ್ದರು. bbox=[6, 685, 244, 937]
